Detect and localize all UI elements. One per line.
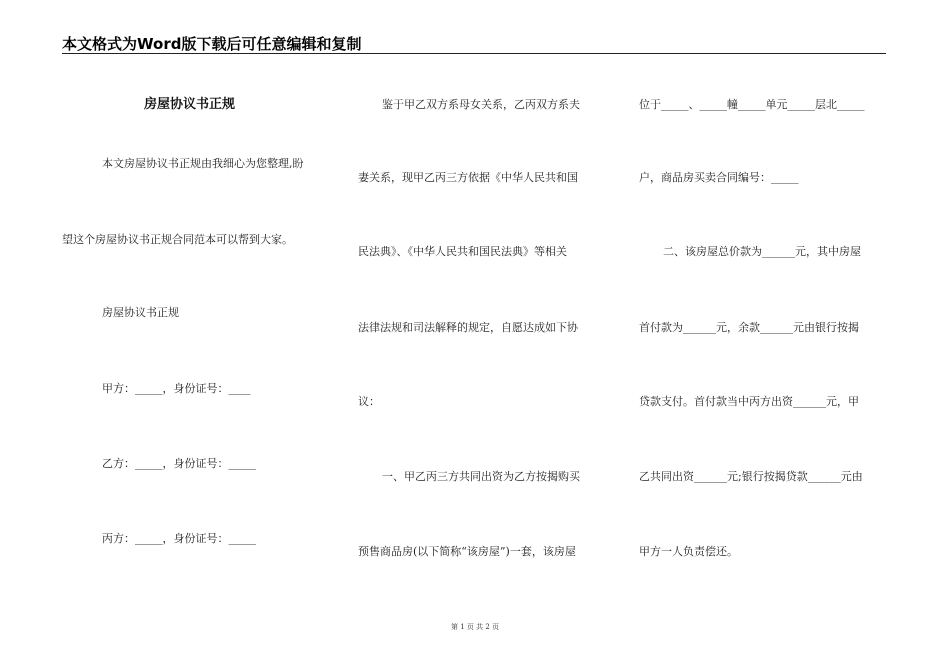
party-c-line: 丙方：_____，身份证号：_____	[102, 532, 256, 545]
header-title: 本文格式为Word版下载后可任意编辑和复制	[62, 35, 362, 53]
paragraph-line: 首付款为______元，余款______元由银行按揭	[639, 321, 859, 334]
paragraph-line: 鉴于甲乙双方系母女关系，乙丙双方系夫	[382, 98, 580, 111]
paragraph-line: 预售商品房(以下简称“该房屋”)一套，该房屋	[358, 545, 576, 558]
paragraph-line: 位于_____、_____幢_____单元_____层北_____	[639, 98, 865, 111]
intro-line-1: 本文房屋协议书正规由我细心为您整理,盼	[102, 157, 304, 170]
party-a-line: 甲方：_____，身份证号：____	[102, 382, 251, 395]
paragraph-line: 二、该房屋总价款为______元，其中房屋	[663, 245, 861, 258]
header-rule	[62, 53, 886, 54]
paragraph-line: 民法典》、《中华人民共和国民法典》等相关	[358, 245, 567, 258]
document-title: 房屋协议书正规	[144, 97, 236, 112]
paragraph-line: 一、甲乙丙三方共同出资为乙方按揭购买	[382, 470, 580, 483]
page-number: 第 1 页 共 2 页	[450, 623, 500, 631]
party-b-line: 乙方：_____，身份证号：_____	[102, 457, 256, 470]
paragraph-line: 贷款支付。首付款当中丙方出资______元，甲	[639, 395, 859, 408]
paragraph-line: 户，商品房买卖合同编号：_____	[639, 171, 799, 184]
paragraph-line: 法律法规和司法解释的规定，自愿达成如下协	[358, 321, 578, 334]
intro-line-2: 望这个房屋协议书正规合同范本可以帮到大家。	[62, 233, 293, 246]
paragraph-line: 议：	[358, 395, 380, 408]
paragraph-line: 乙共同出资______元;银行按揭贷款______元由	[639, 470, 863, 483]
section-heading: 房屋协议书正规	[102, 306, 179, 319]
paragraph-line: 甲方一人负责偿还。	[639, 545, 738, 558]
paragraph-line: 妻关系，现甲乙丙三方依据《中华人民共和国	[358, 171, 578, 184]
